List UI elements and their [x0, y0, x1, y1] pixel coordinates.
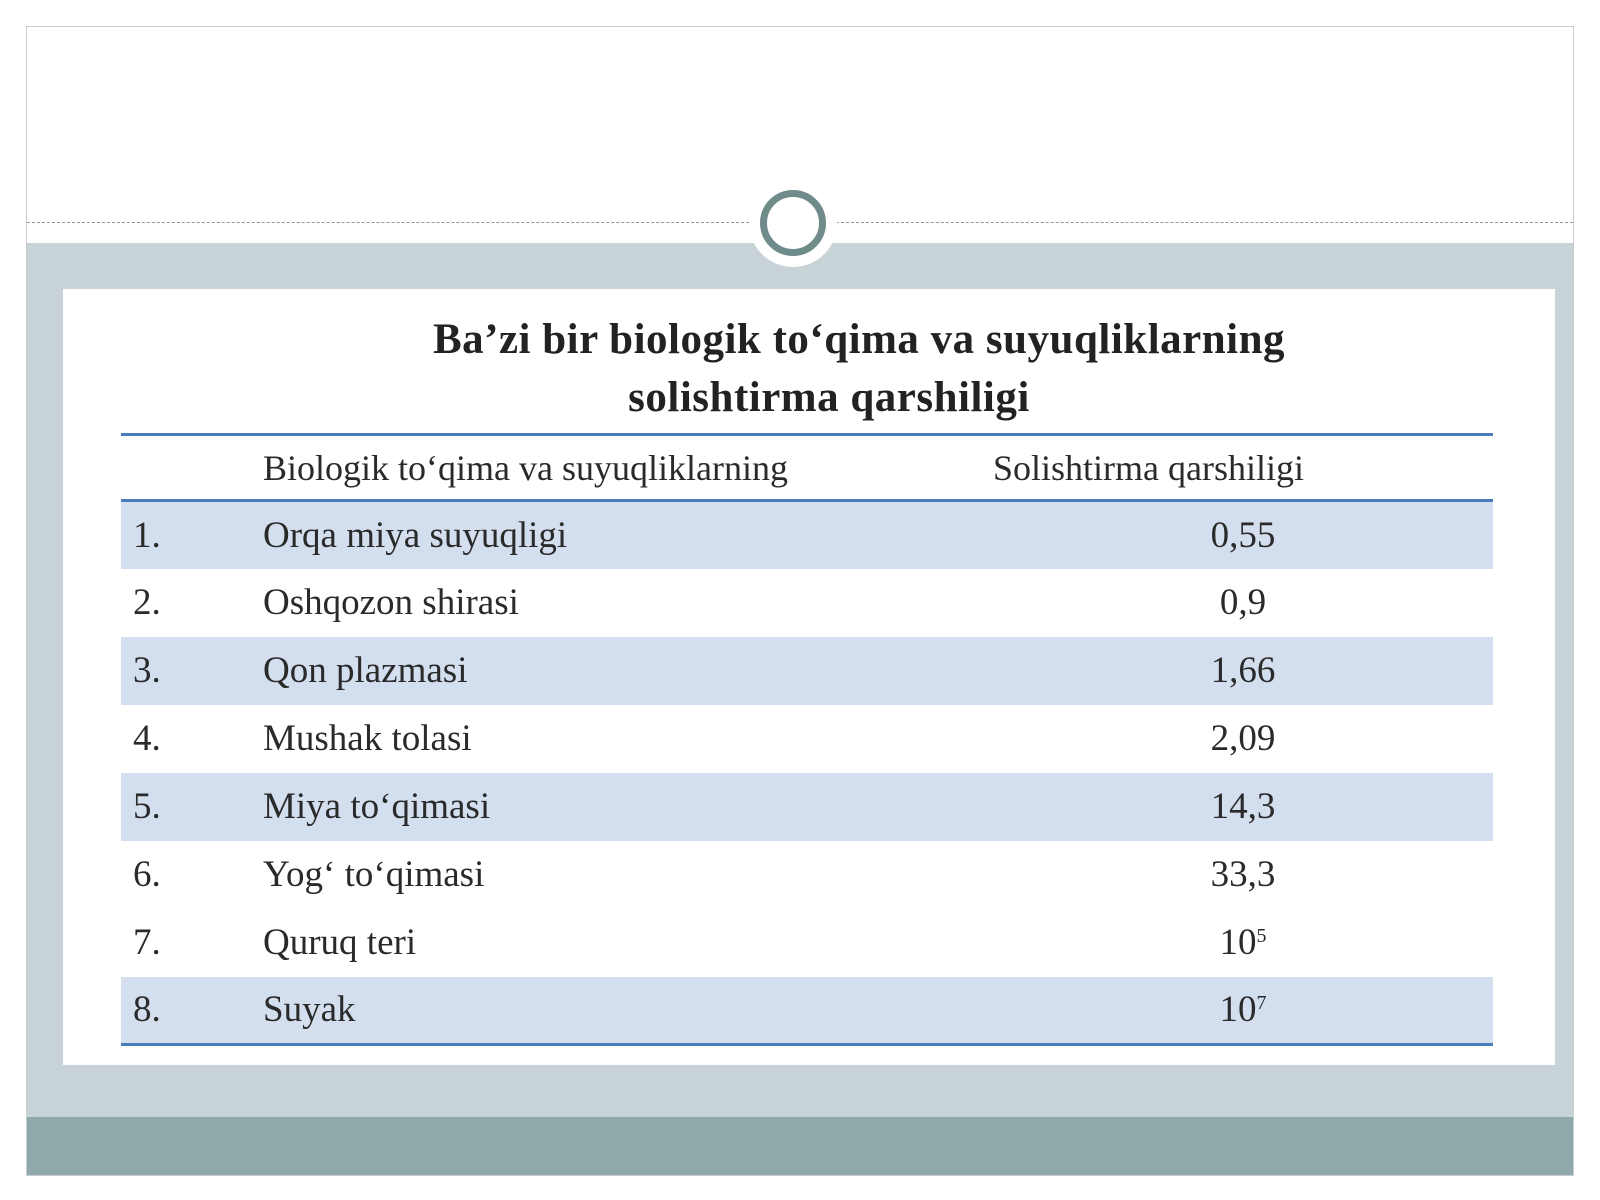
header-resistivity: Solishtirma qarshiligi	[993, 447, 1304, 488]
circle-ornament-icon	[760, 190, 826, 256]
table-row	[121, 977, 1493, 1045]
row-number: 1.	[121, 501, 263, 569]
content-panel	[63, 289, 1555, 1065]
table-row	[121, 705, 1493, 773]
value-exponent: 5	[1256, 925, 1267, 947]
header-number	[121, 435, 263, 501]
row-tissue: Orqa miya suyuqligi	[263, 501, 993, 569]
row-number: 5.	[121, 773, 263, 841]
value-exponent: 7	[1256, 992, 1267, 1015]
row-number: 8.	[121, 977, 263, 1045]
row-value: 0,9	[1219, 582, 1267, 623]
row-tissue: Oshqozon shirasi	[263, 582, 519, 623]
table-header-row	[121, 435, 1493, 501]
row-tissue: Mushak tolasi	[263, 718, 472, 759]
title-line-1: Ba’zi bir biologik to‘qima va suyuqliklarning	[432, 316, 1286, 363]
row-tissue: Qon plazmasi	[263, 637, 993, 705]
row-value: 33,3	[1210, 854, 1276, 895]
resistivity-table	[121, 433, 1493, 1046]
row-tissue: Miya to‘qimasi	[263, 773, 993, 841]
row-value: 1,66	[993, 637, 1493, 705]
row-value: 2,09	[1210, 718, 1276, 759]
row-value	[993, 909, 1493, 977]
row-number: 6.	[133, 854, 161, 895]
row-number: 3.	[121, 637, 263, 705]
row-tissue: Yog‘ to‘qimasi	[263, 854, 485, 895]
value-base: 10	[1219, 922, 1257, 963]
row-tissue: Quruq teri	[263, 922, 417, 963]
table-row	[121, 569, 1493, 637]
table-row	[121, 841, 1493, 909]
table-row	[121, 909, 1493, 977]
title-line-2: solishtirma qarshiligi	[628, 374, 1030, 421]
slide-title	[63, 311, 1555, 427]
row-number: 7.	[133, 922, 161, 963]
table-row	[121, 637, 1493, 705]
value-base: 10	[1219, 989, 1257, 1031]
table-row	[121, 773, 1493, 841]
row-number: 2.	[133, 582, 161, 623]
header-tissue: Biologik to‘qima va suyuqliklarning	[263, 447, 788, 488]
row-value	[993, 977, 1493, 1045]
row-value: 14,3	[993, 773, 1493, 841]
table-row	[121, 501, 1493, 569]
row-tissue: Suyak	[263, 977, 993, 1045]
row-number: 4.	[133, 718, 161, 759]
slide	[26, 26, 1574, 1176]
row-value: 0,55	[993, 501, 1493, 569]
slide-footer-band	[27, 1117, 1573, 1175]
